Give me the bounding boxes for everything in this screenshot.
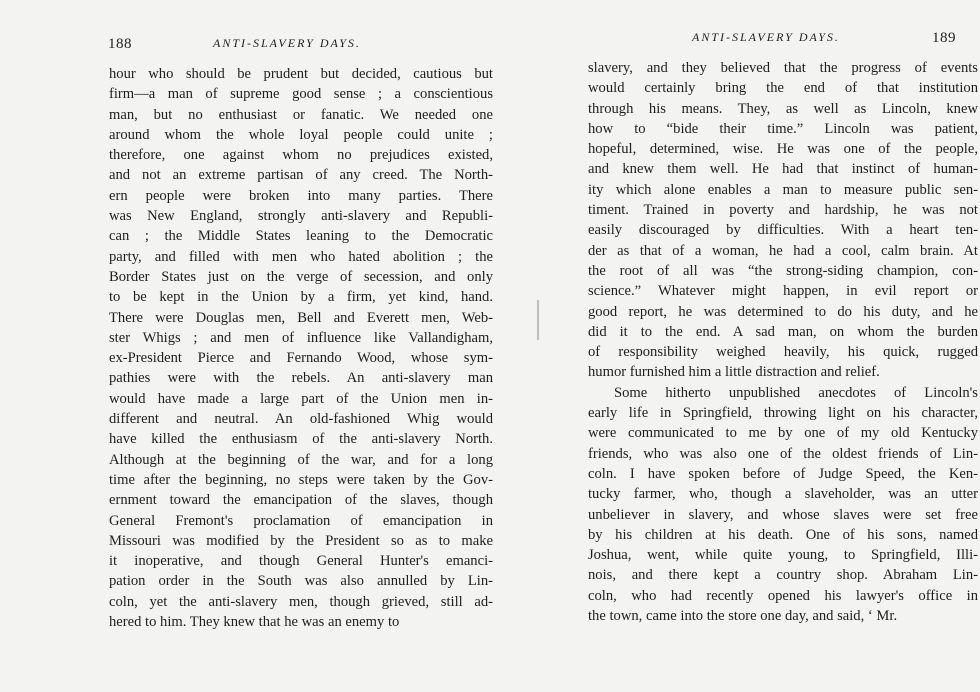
- text-line: Border States just on the verge of secession, and only: [109, 268, 493, 285]
- text-line: of responsibility weighed heavily, his quick, rugged: [588, 344, 978, 361]
- page-number: 189: [932, 30, 956, 46]
- text-line: early life in Springfield, throwing light on his character,: [588, 405, 978, 422]
- text-line: friends, who was also one of the oldest friends of Lin-: [588, 445, 978, 462]
- text-line: and knew them well. He had that instinct of human-: [588, 161, 978, 178]
- text-line: how to “bide their time.” Lincoln was patient,: [588, 120, 978, 137]
- text-line: There were Douglas men, Bell and Everett men, Web-: [109, 309, 493, 326]
- text-line: would certainly bring the end of that institution: [588, 80, 978, 97]
- text-line: was New England, strongly anti-slavery and Republi-: [109, 208, 493, 225]
- text-line: Some hitherto unpublished anecdotes of Lincoln's: [614, 384, 978, 401]
- text-line: and not an extreme partisan of any creed. The North-: [109, 167, 493, 184]
- text-line: the root of all was “the strong-siding champion, con-: [588, 262, 978, 279]
- text-line: hour who should be prudent but decided, cautious but: [109, 66, 493, 82]
- text-line: ern people were broken into many parties. There: [109, 187, 493, 204]
- text-line: Missouri was modified by the President so as to make: [109, 532, 493, 549]
- text-line: firm—a man of supreme good sense ; a conscientious: [109, 86, 493, 103]
- text-line: slavery, and they believed that the progress of events: [588, 60, 978, 76]
- text-line: ster Whigs ; and men of influence like Vallandigham,: [109, 329, 493, 346]
- text-line: man, but no enthusiast or fanatic. We needed one: [109, 106, 493, 123]
- text-line: hered to him. They knew that he was an enemy to: [109, 614, 400, 631]
- text-line: ity which alone enables a man to measure public sen-: [588, 181, 978, 198]
- text-line: coln, who had recently opened his lawyer's office in: [588, 587, 978, 604]
- text-line: through his means. They, as well as Lincoln, knew: [588, 100, 978, 117]
- text-line: have killed the enthusiasm of the anti-slavery North.: [109, 431, 493, 448]
- text-line: unbeliever in slavery, and whose slaves were set free: [588, 506, 978, 523]
- text-line: did it to the end. A sad man, on whom the burden: [588, 323, 978, 340]
- page-number: 188: [108, 36, 132, 52]
- text-line: humor furnished him a little distraction and relief.: [588, 364, 880, 381]
- text-line: different and neutral. An old-fashioned Whig would: [109, 411, 493, 428]
- text-line: ex-President Pierce and Fernando Wood, whose sym-: [109, 350, 493, 367]
- text-line: it inoperative, and though General Hunter's emanci-: [109, 553, 493, 570]
- text-line: science.” Whatever might happen, in evil report or: [588, 283, 978, 300]
- text-line: timent. Trained in poverty and hardship, he was not: [588, 202, 978, 219]
- text-line: der as that of a woman, he had a cool, calm brain. At: [588, 242, 978, 259]
- text-line: therefore, one against whom no prejudices existed,: [109, 147, 493, 164]
- text-line: party, and filled with men who hated abolition ; the: [109, 248, 493, 265]
- text-line: time after the beginning, no steps were taken by the Gov-: [109, 471, 493, 488]
- text-line: Joshua, went, while quite young, to Springfield, Illi-: [588, 547, 978, 564]
- right-page: [540, 0, 980, 692]
- running-head: ANTI-SLAVERY DAYS.: [213, 36, 361, 50]
- text-line: good report, he was determined to do his duty, and he: [588, 303, 978, 320]
- text-line: would have made a large part of the Union men in-: [109, 390, 493, 407]
- text-line: pation order in the South was also annulled by Lin-: [109, 573, 493, 590]
- gutter-mark: [537, 300, 539, 340]
- running-head: ANTI-SLAVERY DAYS.: [692, 30, 840, 44]
- text-line: tucky farmer, who, though a slaveholder, was an utter: [588, 486, 978, 503]
- text-line: around whom the whole loyal people could unite ;: [109, 126, 493, 143]
- text-line: easily discouraged by difficulties. With a heart ten-: [588, 222, 978, 239]
- text-line: pathies were with the rebels. An anti-slavery man: [109, 370, 493, 387]
- text-line: by his children at his death. One of his sons, named: [588, 526, 978, 543]
- text-line: can ; the Middle States leaning to the Democratic: [109, 228, 493, 245]
- text-line: were communicated to me by one of my old Kentucky: [588, 425, 978, 442]
- text-line: the town, came into the store one day, and said, ‘ Mr.: [588, 608, 898, 625]
- text-line: General Fremont's proclamation of emancipation in: [109, 512, 493, 529]
- text-line: ernment toward the emancipation of the slaves, though: [109, 492, 493, 509]
- text-line: Although at the beginning of the war, and for a long: [109, 451, 493, 468]
- text-line: nois, and there kept a country shop. Abraham Lin-: [588, 567, 978, 584]
- text-line: to be kept in the Union by a firm, yet kind, hand.: [109, 289, 493, 306]
- body-text: [109, 64, 493, 632]
- body-text: [588, 58, 978, 626]
- text-line: hopeful, determined, wise. He was one of the people,: [588, 141, 978, 158]
- text-line: coln. I have spoken before of Judge Speed, the Ken-: [588, 465, 978, 482]
- text-line: coln, yet the anti-slavery men, though grieved, still ad-: [109, 593, 493, 610]
